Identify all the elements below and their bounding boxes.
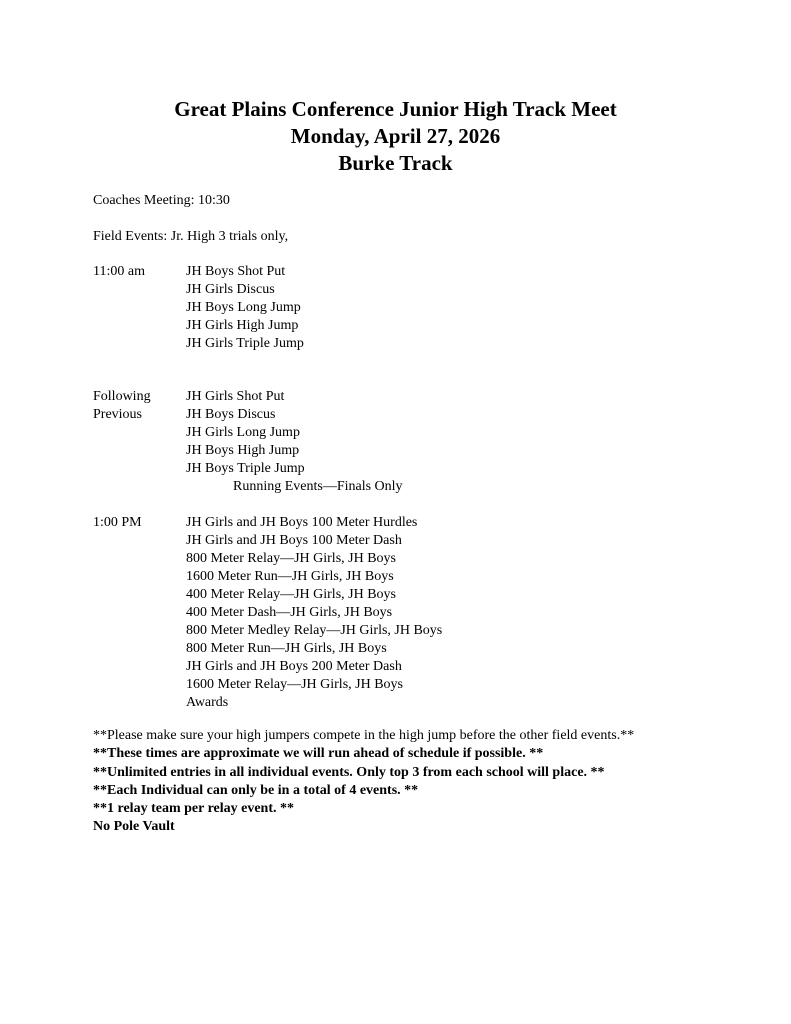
event-item: Awards	[186, 695, 229, 710]
running-events-heading: Running Events—Finals Only	[233, 479, 403, 494]
event-item: JH Boys Discus	[186, 407, 276, 422]
note-approximate-times: **These times are approximate we will run ahead of schedule if possible. **	[93, 746, 544, 761]
event-item: JH Girls and JH Boys 200 Meter Dash	[186, 659, 402, 674]
session3-event-list	[186, 514, 442, 712]
event-item: JH Boys Triple Jump	[186, 461, 305, 476]
event-item: JH Girls High Jump	[186, 318, 299, 333]
event-item: JH Girls Triple Jump	[186, 336, 304, 351]
note-four-events: **Each Individual can only be in a total of 4 events. **	[93, 783, 419, 798]
event-item: 1600 Meter Run—JH Girls, JH Boys	[186, 569, 394, 584]
event-item: 400 Meter Relay—JH Girls, JH Boys	[186, 587, 396, 602]
session2-time-line1: Following	[93, 389, 151, 404]
field-events-note: Field Events: Jr. High 3 trials only,	[93, 229, 289, 244]
event-item: JH Boys Long Jump	[186, 300, 301, 315]
meet-location: Burke Track	[338, 151, 453, 175]
meet-date: Monday, April 27, 2026	[290, 124, 501, 148]
coaches-meeting: Coaches Meeting: 10:30	[93, 193, 230, 208]
event-item: 800 Meter Medley Relay—JH Girls, JH Boys	[186, 623, 443, 638]
note-high-jump: **Please make sure your high jumpers compete in the high jump before the other field events.**	[93, 728, 635, 743]
session2-time-line2: Previous	[93, 407, 142, 422]
event-item: JH Girls Shot Put	[186, 389, 285, 404]
event-item: 1600 Meter Relay—JH Girls, JH Boys	[186, 677, 403, 692]
note-relay-team: **1 relay team per relay event. **	[93, 801, 295, 816]
event-item: JH Girls Discus	[186, 282, 275, 297]
event-item: JH Girls and JH Boys 100 Meter Dash	[186, 533, 402, 548]
event-item: 800 Meter Relay—JH Girls, JH Boys	[186, 551, 396, 566]
event-item: JH Boys High Jump	[186, 443, 300, 458]
event-item: 400 Meter Dash—JH Girls, JH Boys	[186, 605, 393, 620]
event-item: 800 Meter Run—JH Girls, JH Boys	[186, 641, 387, 656]
session3-time: 1:00 PM	[93, 515, 142, 530]
session2-event-list	[186, 388, 305, 478]
event-item: JH Girls and JH Boys 100 Meter Hurdles	[186, 515, 418, 530]
session1-event-list	[186, 263, 304, 353]
event-item: JH Boys Shot Put	[186, 264, 286, 279]
note-no-pole-vault: No Pole Vault	[93, 819, 175, 834]
meet-title: Great Plains Conference Junior High Track Meet	[174, 97, 617, 121]
session1-time: 11:00 am	[93, 264, 145, 279]
event-item: JH Girls Long Jump	[186, 425, 300, 440]
note-unlimited-entries: **Unlimited entries in all individual events. Only top 3 from each school will place. **	[93, 765, 605, 780]
